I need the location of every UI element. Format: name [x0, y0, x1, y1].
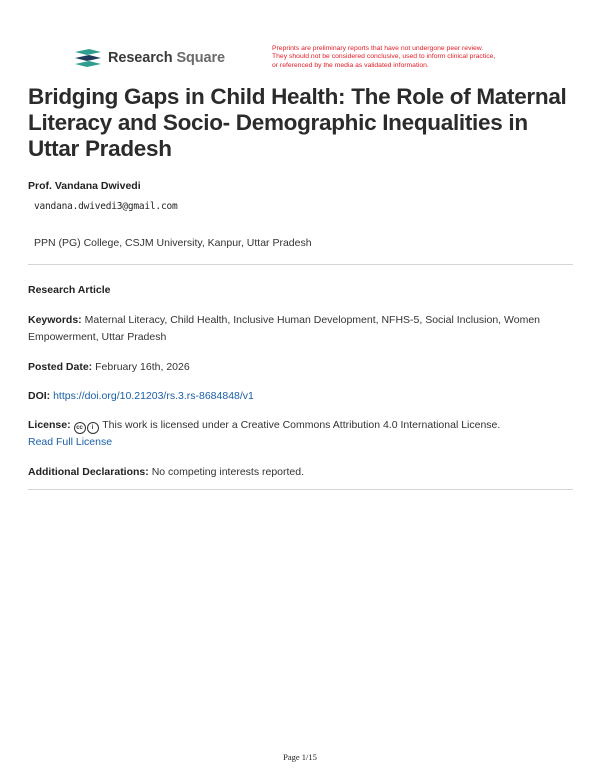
posted-date-label: Posted Date:	[28, 361, 93, 373]
paper-title: Bridging Gaps in Child Health: The Role of Maternal Literacy and Socio- Demographic Inequalities in Uttar Pradesh	[28, 84, 567, 161]
disclaimer-line: or referenced by the media as validated information.	[272, 61, 429, 69]
keywords-label: Keywords:	[28, 314, 82, 326]
posted-date-value: February 16th, 2026	[95, 361, 190, 373]
license-text: This work is licensed under a Creative Commons Attribution 4.0 International License.	[102, 419, 501, 431]
disclaimer-line: They should not be considered conclusive, used to inform clinical practice,	[272, 53, 496, 61]
divider	[28, 264, 573, 265]
by-icon: i	[87, 422, 99, 434]
declarations-label: Additional Declarations:	[28, 466, 149, 478]
read-full-license-link[interactable]: Read Full License	[28, 436, 113, 448]
article-type: Research Article	[28, 284, 111, 296]
keywords	[28, 312, 568, 346]
preprint-disclaimer	[272, 45, 542, 70]
posted-date	[28, 359, 568, 376]
doi-label: DOI:	[28, 390, 51, 402]
divider	[28, 489, 573, 490]
page-number: Page 1/15	[283, 752, 317, 762]
author-name: Prof. Vandana Dwivedi	[28, 180, 141, 192]
license	[28, 417, 568, 451]
research-square-logo-icon	[74, 48, 102, 68]
doi-link[interactable]: https://doi.org/10.21203/rs.3.rs-8684848/v1	[53, 390, 254, 402]
license-label: License:	[28, 419, 71, 431]
declarations-value: No competing interests reported.	[151, 466, 305, 478]
author-affiliation: PPN (PG) College, CSJM University, Kanpur, Uttar Pradesh	[34, 237, 312, 249]
doi	[28, 388, 568, 405]
author-email[interactable]: vandana.dwivedi3@gmail.com	[34, 201, 178, 212]
additional-declarations	[28, 464, 568, 481]
cc-icon: cc	[74, 422, 86, 434]
keywords-value: Maternal Literacy, Child Health, Inclusive Human Development, NFHS-5, Social Inclusion, Women Empowerment, Uttar Pradesh	[28, 314, 540, 343]
disclaimer-line: Preprints are preliminary reports that have not undergone peer review.	[272, 45, 484, 52]
research-square-logo[interactable]	[74, 48, 225, 68]
logo-text: Research Square	[108, 50, 225, 66]
